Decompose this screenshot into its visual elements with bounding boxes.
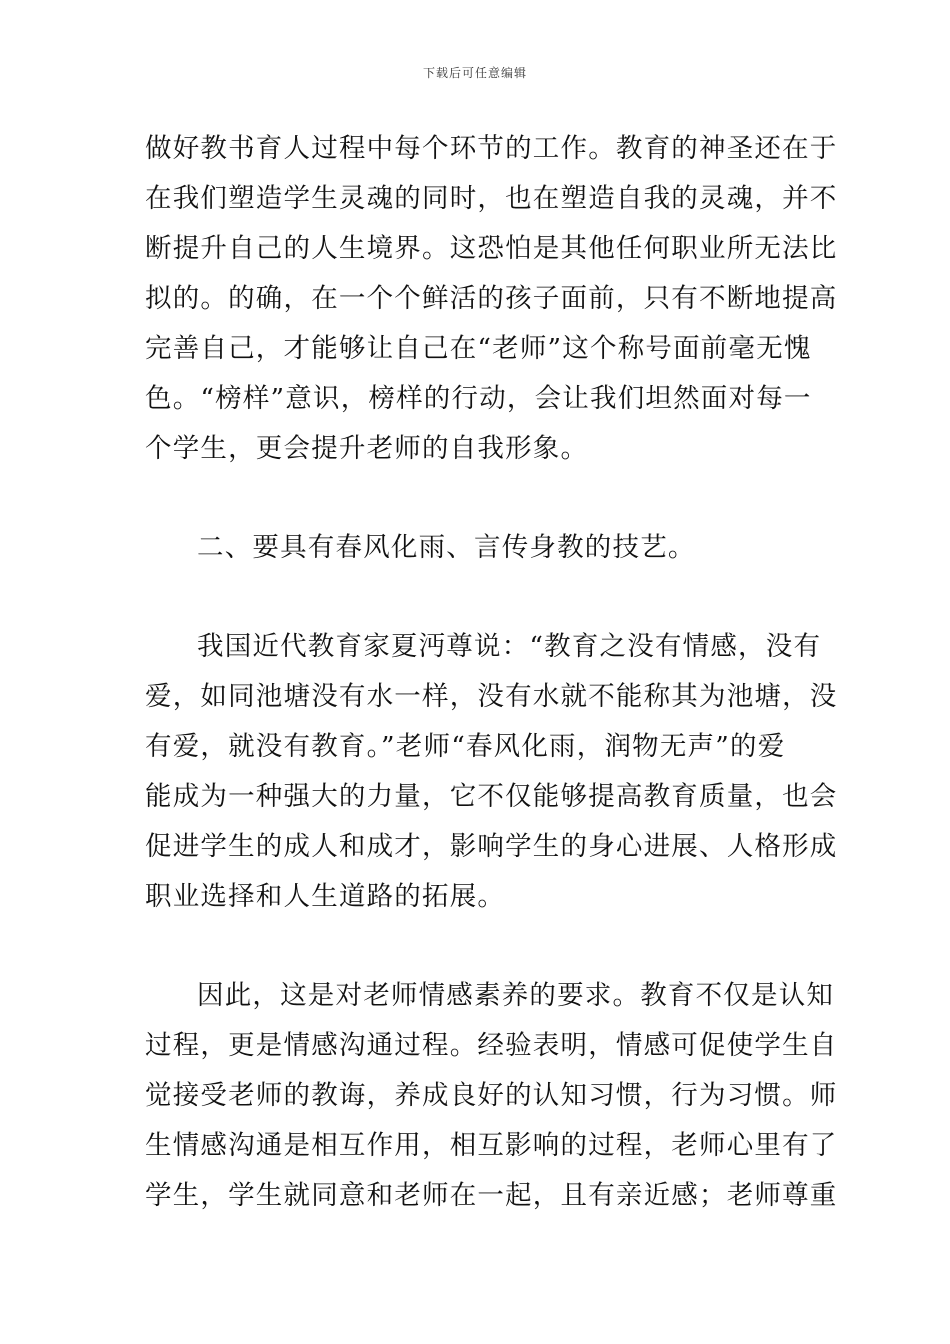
paragraph-line: 在我们塑造学生灵魂的同时，也在塑造自我的灵魂，并不 xyxy=(145,183,838,214)
paragraph-line: 我国近代教育家夏沔尊说：“教育之没有情感，没有 xyxy=(197,631,822,662)
paragraph-line: 因此，这是对老师情感素养的要求。教育不仅是认知 xyxy=(197,980,835,1011)
paragraph-line: 做好教书育人过程中每个环节的工作。教育的神圣还在于 xyxy=(145,133,838,164)
paragraph-line: 个学生，更会提升老师的自我形象。 xyxy=(145,433,589,464)
paragraph-line: 职业选择和人生道路的拓展。 xyxy=(145,881,506,912)
section-heading: 二、要具有春风化雨、言传身教的技艺。 xyxy=(197,532,696,563)
paragraph-line: 觉接受老师的教诲，养成良好的认知习惯，行为习惯。师 xyxy=(145,1080,838,1111)
paragraph-line: 断提升自己的人生境界。这恐怕是其他任何职业所无法比 xyxy=(145,233,838,264)
paragraph-line: 完善自己，才能够让自己在“老师”这个称号面前毫无愧 xyxy=(145,333,812,364)
paragraph-line: 拟的。的确，在一个个鲜活的孩子面前，只有不断地提高 xyxy=(145,283,838,314)
paragraph-line: 过程，更是情感沟通过程。经验表明，情感可促使学生自 xyxy=(145,1030,838,1061)
paragraph-line: 学生，学生就同意和老师在一起，且有亲近感；老师尊重 xyxy=(145,1180,838,1211)
paragraph-line: 色。“榜样”意识，榜样的行动，会让我们坦然面对每一 xyxy=(145,383,812,414)
paragraph-line: 有爱，就没有教育。”老师“春风化雨，润物无声”的爱 xyxy=(145,731,786,762)
paragraph-line: 促进学生的成人和成才，影响学生的身心进展、人格形成 xyxy=(145,831,838,862)
page-header-note: 下载后可任意编辑 xyxy=(422,66,527,80)
paragraph-line: 能成为一种强大的力量，它不仅能够提高教育质量，也会 xyxy=(145,781,838,812)
paragraph-line: 爱，如同池塘没有水一样，没有水就不能称其为池塘，没 xyxy=(145,681,838,712)
paragraph-line: 生情感沟通是相互作用，相互影响的过程，老师心里有了 xyxy=(145,1130,838,1161)
